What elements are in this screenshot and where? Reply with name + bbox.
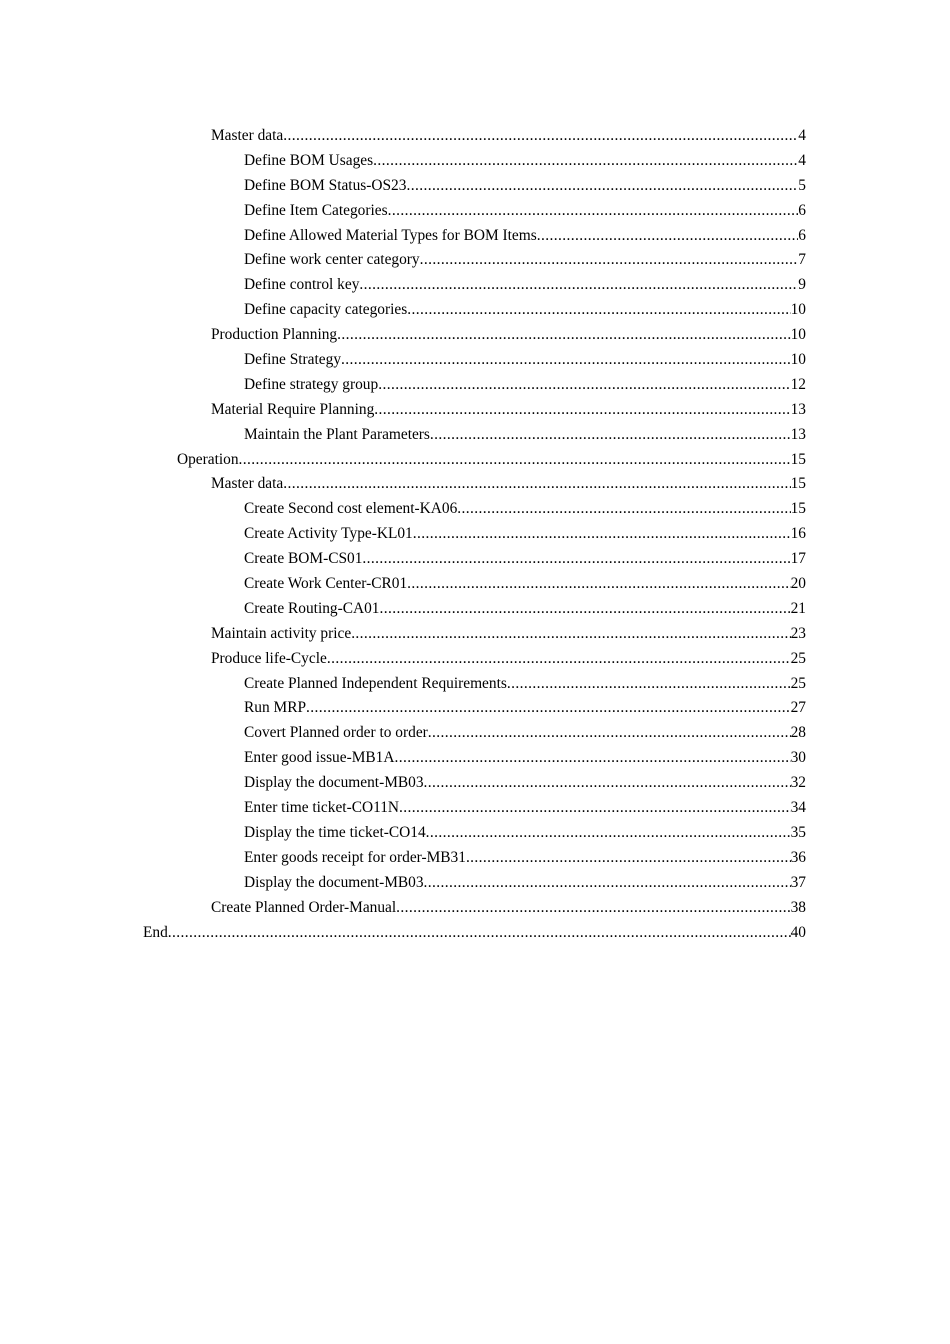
toc-dot-leader — [337, 323, 790, 348]
toc-entry[interactable] — [244, 522, 806, 547]
toc-page-number: 25 — [790, 649, 806, 667]
toc-entry-title: Define control key — [244, 276, 360, 294]
toc-page-number: 16 — [790, 525, 806, 543]
toc-entry[interactable] — [244, 796, 806, 821]
toc-page-number: 35 — [790, 823, 806, 841]
toc-dot-leader — [359, 273, 798, 298]
toc-dot-leader — [407, 572, 790, 597]
toc-dot-leader — [507, 672, 791, 697]
toc-entry-title: Master data — [211, 127, 284, 144]
toc-entry[interactable] — [244, 871, 806, 896]
toc-dot-leader — [420, 248, 799, 273]
toc-dot-leader — [424, 871, 791, 896]
toc-entry[interactable] — [244, 248, 806, 273]
toc-page-number: 30 — [790, 749, 806, 767]
toc-entry-title: Production Planning — [211, 326, 338, 344]
toc-page-number: 9 — [798, 276, 806, 294]
toc-entry-title: Define Allowed Material Types for BOM Items — [244, 226, 537, 244]
toc-entry-title: Create Routing-CA01 — [244, 599, 380, 617]
toc-dot-leader — [239, 448, 791, 473]
toc-dot-leader — [388, 199, 799, 224]
toc-entry-title: Enter time ticket-CO11N — [244, 799, 400, 817]
toc-entry[interactable] — [244, 273, 806, 298]
toc-page-number: 21 — [790, 599, 806, 617]
toc-page-number: 6 — [798, 226, 806, 244]
toc-page-number: 27 — [790, 699, 806, 717]
toc-dot-leader — [351, 622, 790, 647]
toc-page-number: 15 — [790, 475, 806, 493]
toc-entry[interactable] — [211, 472, 806, 497]
toc-entry[interactable] — [244, 149, 806, 174]
toc-dot-leader — [306, 696, 791, 721]
toc-entry[interactable] — [244, 746, 806, 771]
toc-entry[interactable] — [244, 497, 806, 522]
toc-entry[interactable] — [244, 572, 806, 597]
toc-entry-title: Define Strategy — [244, 351, 342, 369]
toc-entry-title: Maintain the Plant Parameters — [244, 425, 430, 443]
toc-dot-leader — [428, 721, 791, 746]
toc-page-number: 37 — [790, 873, 806, 891]
toc-entry[interactable] — [244, 821, 806, 846]
toc-entry[interactable] — [143, 921, 806, 946]
toc-dot-leader — [396, 896, 790, 921]
toc-page-number: 7 — [798, 251, 806, 269]
toc-page-number: 13 — [790, 400, 806, 418]
toc-page-number: 15 — [790, 500, 806, 518]
toc-entry-title: Enter goods receipt for order-MB31 — [244, 848, 466, 866]
toc-page-number: 4 — [798, 127, 806, 144]
toc-dot-leader — [283, 472, 790, 497]
toc-entry[interactable] — [211, 896, 806, 921]
toc-page-number: 5 — [798, 176, 806, 194]
toc-dot-leader — [413, 522, 791, 547]
toc-entry[interactable] — [211, 647, 806, 672]
toc-dot-leader — [407, 298, 790, 323]
toc-page-number: 12 — [790, 375, 806, 393]
toc-entry[interactable] — [244, 696, 806, 721]
toc-page-number: 10 — [790, 301, 806, 319]
toc-dot-leader — [430, 423, 791, 448]
toc-dot-leader — [457, 497, 790, 522]
toc-entry-title: Define strategy group — [244, 375, 379, 393]
toc-entry[interactable] — [211, 124, 806, 149]
toc-page-number: 34 — [790, 799, 806, 817]
toc-entry[interactable] — [244, 597, 806, 622]
toc-dot-leader — [378, 373, 790, 398]
toc-dot-leader — [374, 398, 790, 423]
toc-entry[interactable] — [244, 199, 806, 224]
toc-page-number: 40 — [790, 923, 806, 941]
toc-entry[interactable] — [211, 622, 806, 647]
toc-entry[interactable] — [244, 547, 806, 572]
toc-entry[interactable] — [244, 373, 806, 398]
toc-entry[interactable] — [244, 721, 806, 746]
toc-entry[interactable] — [244, 348, 806, 373]
toc-page-number: 23 — [790, 624, 806, 642]
toc-entry[interactable] — [211, 398, 806, 423]
toc-page-number: 10 — [790, 326, 806, 344]
toc-dot-leader — [406, 174, 798, 199]
toc-entry-title: Create Second cost element-KA06 — [244, 500, 458, 518]
toc-entry-title: Create Activity Type-KL01 — [244, 525, 413, 543]
toc-page-number: 28 — [790, 724, 806, 742]
toc-entry-title: Display the document-MB03 — [244, 873, 424, 891]
toc-dot-leader — [327, 647, 791, 672]
toc-entry-title: Operation — [177, 450, 239, 468]
toc-entry[interactable] — [244, 298, 806, 323]
toc-entry-title: Produce life-Cycle — [211, 649, 327, 667]
toc-entry-title: Define work center category — [244, 251, 420, 269]
toc-entry-title: Define Item Categories — [244, 201, 388, 219]
toc-entry-title: Create Planned Independent Requirements — [244, 674, 507, 692]
toc-dot-leader — [426, 821, 791, 846]
toc-page-number: 32 — [790, 774, 806, 792]
toc-entry-title: Create Work Center-CR01 — [244, 575, 408, 593]
toc-dot-leader — [373, 149, 798, 174]
toc-entry-title: Material Require Planning — [211, 400, 375, 418]
toc-entry-title: Run MRP — [244, 699, 307, 717]
toc-entry-title: Define BOM Status-OS23 — [244, 176, 407, 194]
toc-entry-title: Master data — [211, 475, 284, 493]
toc-dot-leader — [537, 224, 799, 249]
toc-page-number: 6 — [798, 201, 806, 219]
toc-entry-title: Display the document-MB03 — [244, 774, 424, 792]
toc-entry-title: Covert Planned order to order — [244, 724, 428, 742]
toc-page-number: 38 — [790, 898, 806, 916]
toc-dot-leader — [424, 771, 791, 796]
toc-page-number: 17 — [790, 550, 806, 568]
toc-entry-title: Define BOM Usages — [244, 151, 374, 169]
toc-page-number: 4 — [798, 151, 806, 169]
toc-dot-leader — [399, 796, 791, 821]
toc-entry[interactable] — [244, 846, 806, 871]
toc-entry-title: Enter good issue-MB1A — [244, 749, 395, 767]
toc-entry[interactable] — [244, 174, 806, 199]
toc-page-number: 15 — [790, 450, 806, 468]
toc-dot-leader — [341, 348, 791, 373]
toc-dot-leader — [283, 124, 798, 149]
toc-entry[interactable] — [177, 448, 806, 473]
toc-dot-leader — [380, 597, 791, 622]
toc-dot-leader — [394, 746, 790, 771]
toc-entry[interactable] — [244, 224, 806, 249]
toc-dot-leader — [466, 846, 791, 871]
toc-entry[interactable] — [244, 423, 806, 448]
toc-dot-leader — [168, 921, 791, 946]
table-of-contents — [0, 124, 950, 945]
toc-entry-title: Define capacity categories — [244, 301, 408, 319]
toc-page-number: 13 — [790, 425, 806, 443]
toc-dot-leader — [362, 547, 790, 572]
toc-page-number: 36 — [790, 848, 806, 866]
toc-entry-title: Create BOM-CS01 — [244, 550, 363, 568]
toc-entry-title: Display the time ticket-CO14 — [244, 823, 426, 841]
toc-entry[interactable] — [244, 771, 806, 796]
toc-entry-title: Create Planned Order-Manual — [211, 898, 397, 916]
toc-entry[interactable] — [211, 323, 806, 348]
toc-entry[interactable] — [244, 672, 806, 697]
toc-page-number: 10 — [790, 351, 806, 369]
toc-entry-title: End — [143, 923, 168, 941]
toc-page-number: 20 — [790, 575, 806, 593]
toc-page-number: 25 — [790, 674, 806, 692]
toc-entry-title: Maintain activity price — [211, 624, 352, 642]
